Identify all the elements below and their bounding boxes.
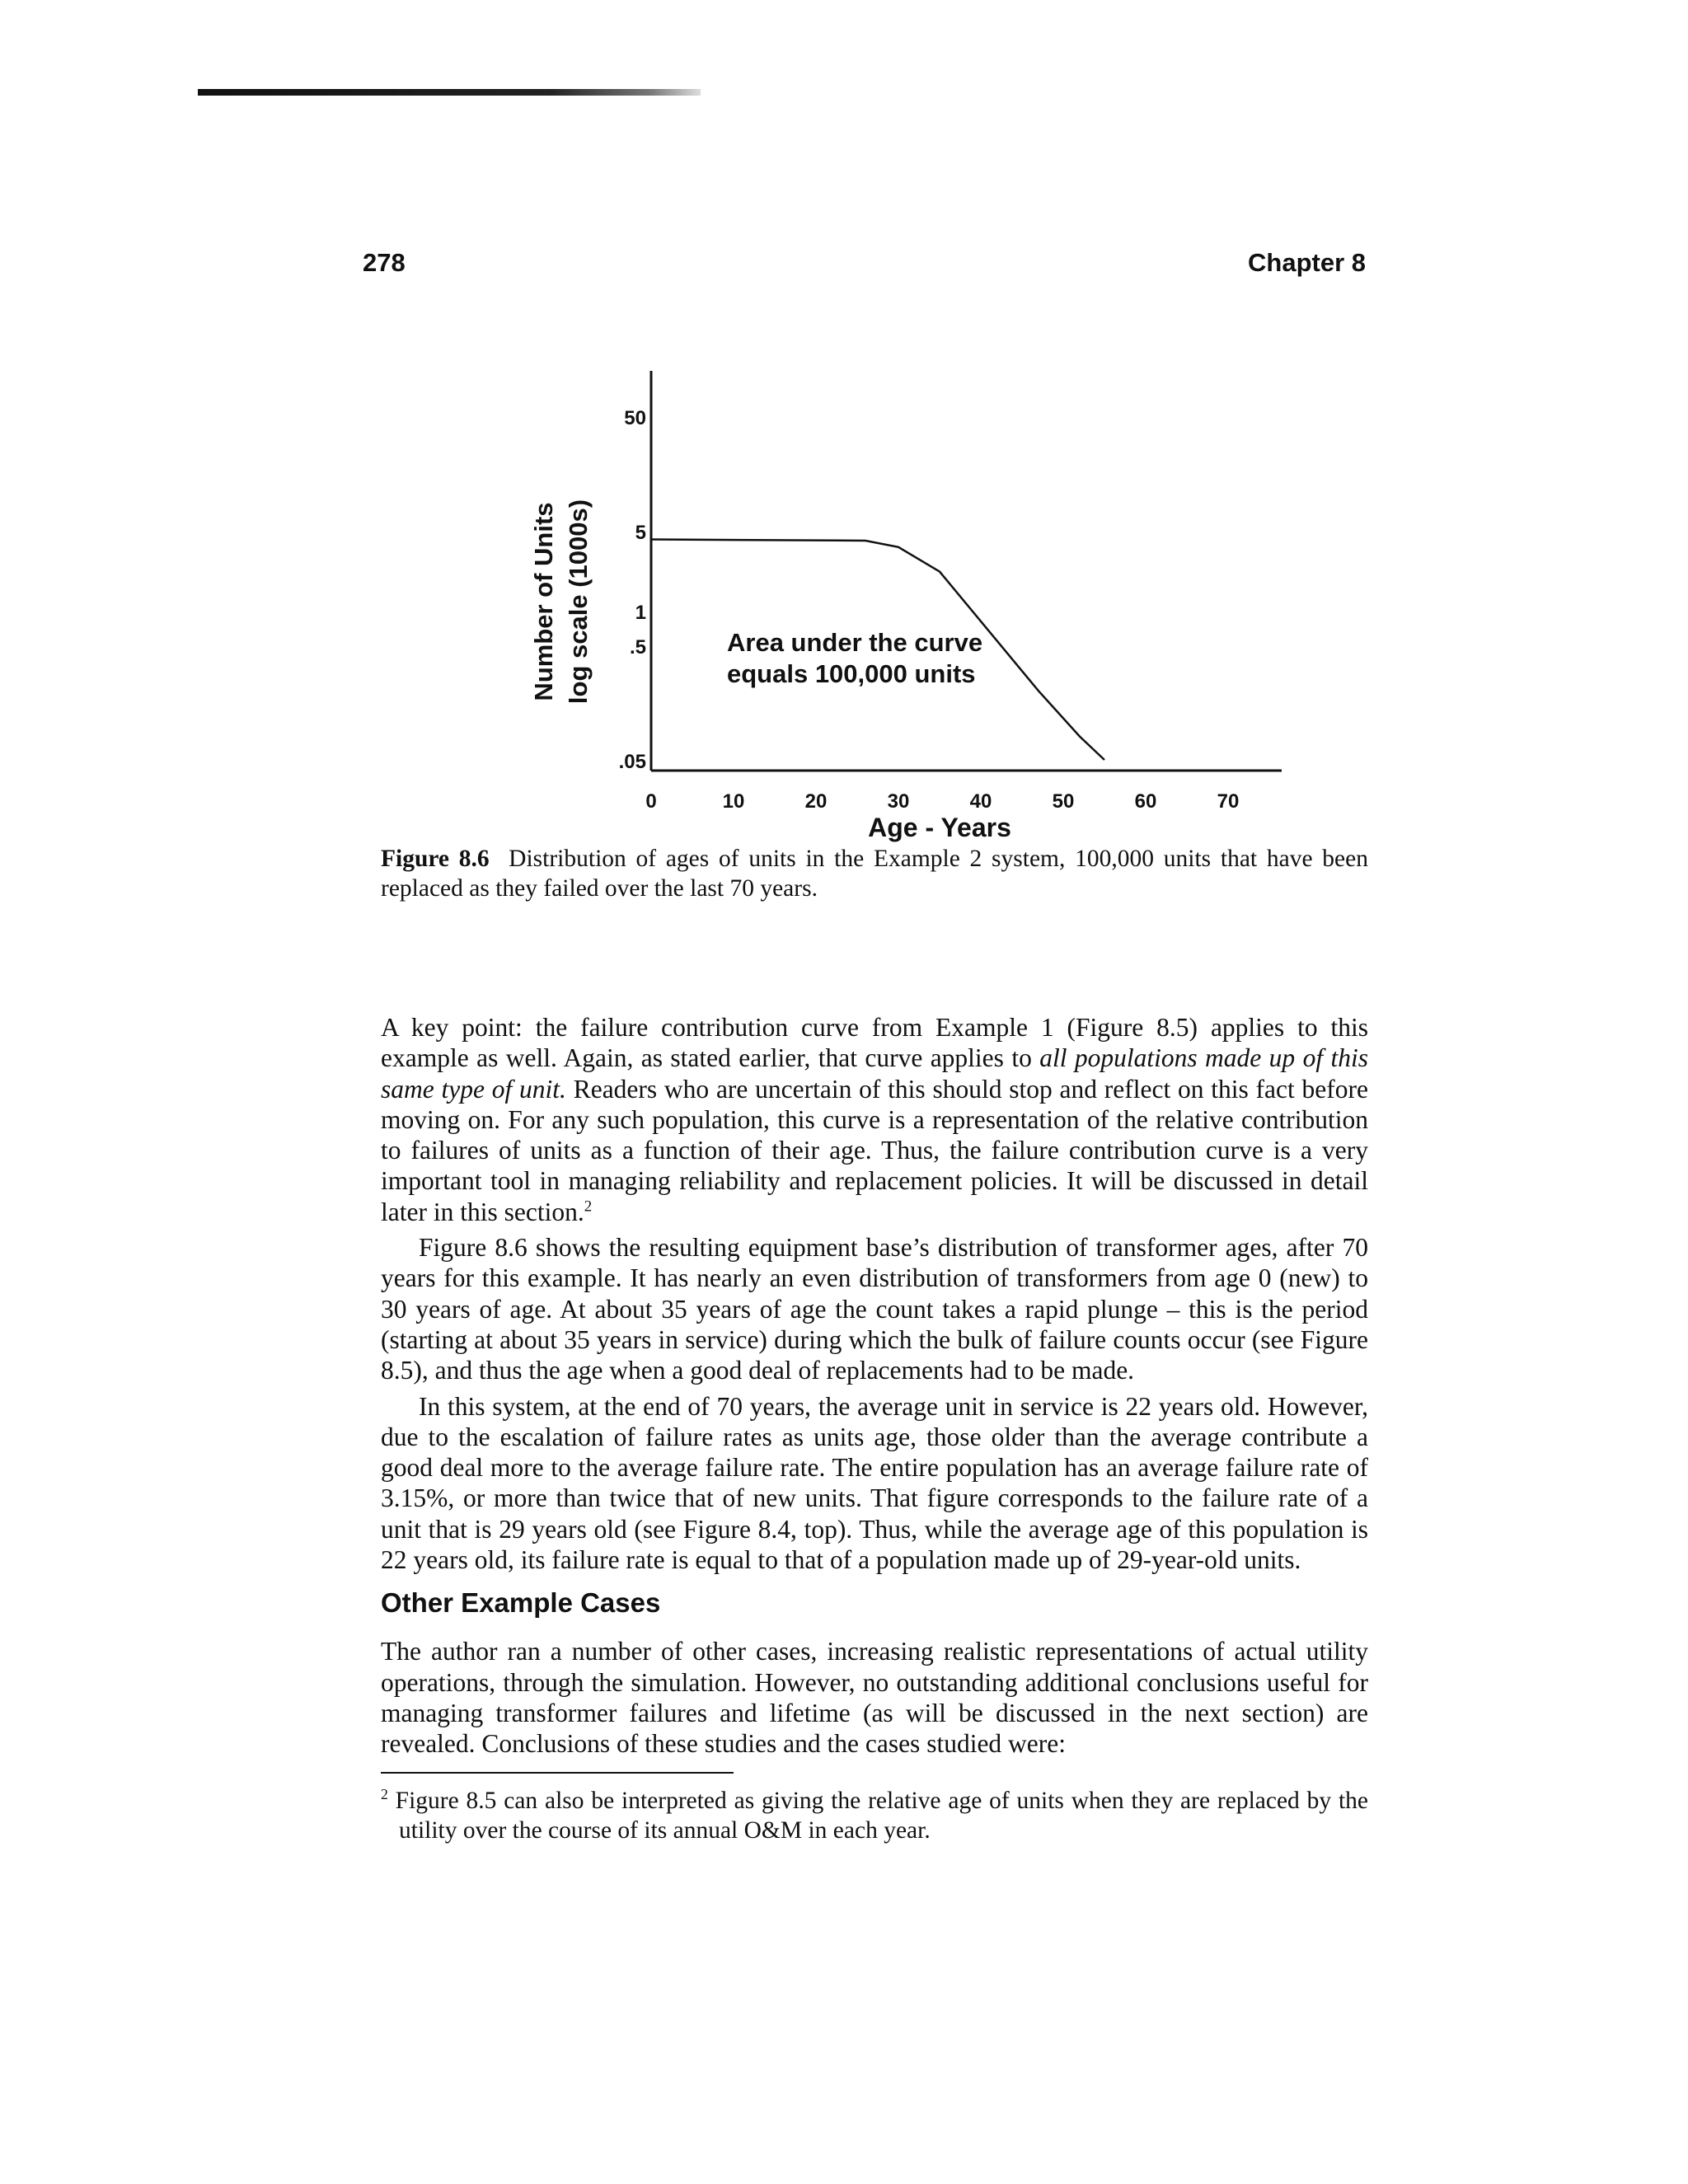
footnote-reference: 2 bbox=[584, 1197, 593, 1216]
y-tick-3: .5 bbox=[629, 636, 646, 658]
y-axis-label-line1: Number of Units bbox=[529, 502, 558, 701]
caption-label: Figure 8.6 bbox=[381, 846, 490, 872]
body-text bbox=[381, 1012, 1368, 1760]
x-axis-label: Age - Years bbox=[868, 813, 1011, 842]
page-number: 278 bbox=[363, 248, 406, 277]
chart-annotation-line1: Area under the curve bbox=[727, 628, 983, 657]
paragraph-2: Figure 8.6 shows the resulting equipment base’s distribution of transformer ages, after 70 years for this example. It has nearly an even distribution of transformers from age 0 (new) to 30 years of age. At about 35 years of age the count takes a rapid plunge – this is the period (starting at about 35 years in service) during which the bulk of failure counts occur (see Figure 8.5), and thus the age when a good deal of replacements had to be made. bbox=[381, 1233, 1368, 1385]
footnote-marker: 2 bbox=[381, 1786, 388, 1803]
x-tick-1: 10 bbox=[722, 790, 745, 813]
caption-text: Distribution of ages of units in the Example 2 system, 100,000 units that have been replaced as they failed over the last 70 years. bbox=[381, 846, 1368, 902]
y-axis-label-line2: log scale (1000s) bbox=[564, 499, 593, 705]
paragraph-4: The author ran a number of other cases, increasing realistic representations of actual utility operations, through the simulation. However, no outstanding additional conclusions useful for managing transformer failures and lifetime (as will be discussed in the next section) are revealed. Conclusions of these studies and the cases studied were: bbox=[381, 1637, 1368, 1759]
chapter-label: Chapter 8 bbox=[1248, 248, 1366, 277]
footnote bbox=[381, 1786, 1368, 1845]
paragraph-1 bbox=[381, 1012, 1368, 1227]
figure-8-6-chart bbox=[495, 354, 1319, 849]
y-tick-4: .05 bbox=[618, 751, 646, 773]
section-heading: Other Example Cases bbox=[381, 1587, 661, 1619]
paragraph-1-emphasis: all populations made up of this same type of unit. bbox=[381, 1043, 1368, 1104]
x-tick-6: 60 bbox=[1134, 790, 1157, 813]
chart-annotation-line2: equals 100,000 units bbox=[727, 659, 976, 688]
top-rule bbox=[198, 89, 701, 96]
y-tick-labels bbox=[619, 407, 646, 773]
chart-axes bbox=[651, 371, 1282, 771]
x-tick-7: 70 bbox=[1217, 790, 1240, 813]
y-tick-1: 5 bbox=[635, 522, 646, 544]
x-tick-labels bbox=[645, 790, 1239, 813]
paragraph-1-text-b: Readers who are uncertain of this should stop and reflect on this fact before moving on. For any such population, this curve is a representation of the relative contribution to failures of units as a function of their age. Thus, the failure contribution curve is a very important tool in managing reliability and replacement policies. It will be discussed in detail later in this section. bbox=[381, 1074, 1368, 1226]
footnote-text: Figure 8.5 can also be interpreted as giving the relative age of units when they are replaced by the utility over the course of its annual O&M in each year. bbox=[395, 1788, 1368, 1844]
running-head bbox=[363, 248, 1366, 283]
y-tick-2: 1 bbox=[635, 602, 646, 625]
x-tick-3: 30 bbox=[887, 790, 910, 813]
y-tick-0: 50 bbox=[624, 407, 646, 429]
x-tick-0: 0 bbox=[645, 790, 657, 813]
paragraph-1-text-a: A key point: the failure contribution curve from Example 1 (Figure 8.5) applies to this example as well. Again, as stated earlier, that curve applies to bbox=[381, 1013, 1368, 1073]
x-tick-2: 20 bbox=[804, 790, 828, 813]
x-tick-5: 50 bbox=[1052, 790, 1075, 813]
figure-caption bbox=[381, 844, 1368, 903]
x-tick-4: 40 bbox=[969, 790, 992, 813]
footnote-rule bbox=[381, 1772, 734, 1774]
paragraph-3: In this system, at the end of 70 years, the average unit in service is 22 years old. However, due to the escalation of failure rates as units age, those older than the average contribute a good deal more to the average failure rate. The entire population has an average failure rate of 3.15%, or more than twice that of new units. That figure corresponds to the failure rate of a unit that is 29 years old (see Figure 8.4, top). Thus, while the average age of this population is 22 years old, its failure rate is equal to that of a population made up of 29-year-old units. bbox=[381, 1391, 1368, 1575]
